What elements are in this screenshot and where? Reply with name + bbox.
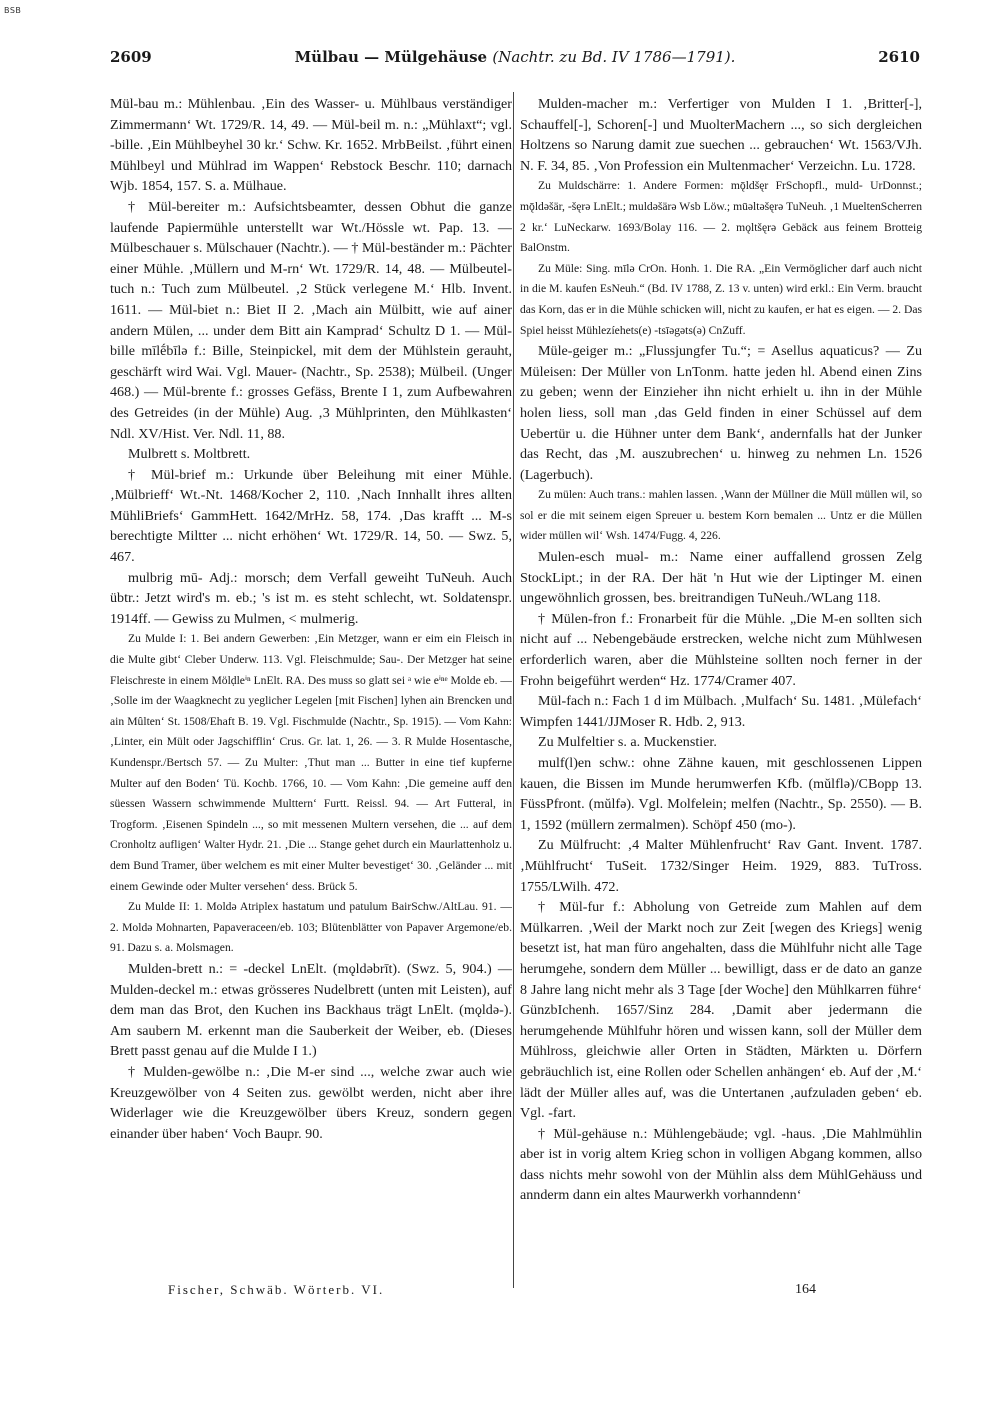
dictionary-entry: Mül-bau m.: Mühlenbau. ‚Ein des Wasser- u. Mühlbaus verständiger Zimmermann‘ Wt. 1729/R. 14, 49. — Mül-beil m. n.: „Mühlaxt“; vgl. -bille. ‚Ein Mühlbeyhel 30 kr.‘ Schw. Kr. 1652. MrbBeilst. ‚führt einen Mühlbeyl und Mühlrad im Wappen‘ Rebstock Beschr. 110; darnach Wjb. 1854, 157. S. a. Mülhaue. bbox=[110, 96, 512, 195]
dictionary-entry: Zu Müle: Sing. mīlə CrOn. Honh. 1. Die RA. „Ein Vermöglicher darf auch nicht in die M. kaufen EsNeuh.“ (Bd. IV 1788, Z. 13 v. unten) wird erkl.: Ein Verm. braucht das Korn, das er in die Mühle schicken will, nicht zu kaufen, er hat es eigen. — 2. Das Spiel heisst Mühlezíehets(e) -tsīəgəts(ə) CnZuff. bbox=[520, 261, 922, 337]
running-title-main: Mülbau — Mülgehäuse bbox=[294, 48, 488, 66]
left-column bbox=[110, 94, 512, 1144]
dictionary-entry: † Mül-bereiter m.: Aufsichtsbeamter, dessen Obhut die ganze laufende Papiermühle unterstellt war Wt./Hössle wt. Pap. 13. — Mülbeschauer s. Mülschauer (Nachtr.). — † Mül-beständer m.: Pächter einer Mühle. ‚Müllern und M-rn‘ Wt. 1729/R. 14, 48. — Mülbeutel-tuch n.: Tuch zum Mülbeutel. ‚2 Stück verlegene M.‘ Hlb. Invent. 1611. — Mül-biet n.: Biet II 2. ‚Mach ain Mülbitt, wie auf ainer andern Mülen, ... under dem Bitt ain Kamprad‘ Schultz D 1. — Mül-bille mīlḗbīlə f.: Bille, Steinpickel, mit dem der Mühlstein gerauht, geschärft wird Wai. Vgl. Mauer- (Nachtr., Sp. 2538); Mülbeil. (Unger 468.) — Mül-brente f.: grosses Gefäss, Brente I 1, zum Aufbewahren des Getreides (in der Mühle) Aug. ‚3 Mühlprinten, den Mühlkasten‘ Ndl. XV/Hist. Ver. Ndl. 11, 88. bbox=[110, 198, 512, 442]
dictionary-entry: Müle-geiger m.: „Flussjungfer Tu.“; = Asellus aquaticus? — Zu Müleisen: Der Müller von LnTonm. hatte jeden hl. Abend einen Zins zu geben; wenn der Einzieher ihn nicht erhielt u. ihn in der Mühle holen liess, soll man ‚das Geld finden in einer Schüssel auf dem Uebertür u. die Hühner unter dem Bank‘, andernfalls hat der Junker das Recht, das ‚M. auszubrechen‘ u. hinweg zu nehmen Ln. 1526 (Lagerbuch). bbox=[520, 343, 922, 483]
dictionary-entry: Zu Mulde I: 1. Bei andern Gewerben: ‚Ein Metzger, wann er eim ein Fleisch in die Multe gibt‘ Cleber Underw. 113. Vgl. Fleischmulde; Sau-. Der Metzger hat seine Fleischreste in einem Mölḍleⁱⁿ LnElt. RA. Des muss so glatt sei ᵃ wie eⁱⁿᵉ Molde eb. — ‚Solle im der Waagknecht zu yeglicher Legelen [mit Fischen] lyhen ain Brencken und ain Mûlten‘ St. 1508/Ehaft B. 19. Vgl. Fischmulde (Nachtr., Sp. 1915). — Vom Kahn: ‚Linter, ein Mült oder Jagschifflin‘ Crus. Gr. lat. 1, 26. — 3. R Mulde Hosentasche, Kundenspr./Bertsch 57. — Zu Multer: ‚Thut man ... Butter in eine tief kupferne Multer auf den Boden‘ Tü. Kochb. 1766, 10. — Vom Kahn: ‚Die gemeine auff den süessen Wassern schwimmende Multtern‘ Furtt. Reissl. 94. — Art Futteral, in Trogform. ‚Eisenen Spindeln ..., so mit messenen Multern versehen, die ... auf dem Cronholtz aufligen‘ Walter Hydr. 21. ‚Die ... Stange gehet durch ein Maurlattenholz u. dem Bund Tramer, über welchem es mit einer Multer bevestiget‘ 30. ‚Geländer ... mit einem Gewinde oder Multer versehen‘ dess. Brück 5. bbox=[110, 632, 512, 893]
right-page-number: 2610 bbox=[878, 48, 920, 66]
dictionary-entry: † Mulden-gewölbe n.: ‚Die M-er sind ..., welche zwar auch wie Kreuzgewölber von 4 Seiten zus. gewölbt werden, nicht aber ihre Widerlager wie die Kreuzgewölber übers Kreuz, sondern gegen einander über haben‘ Voch Baupr. 90. bbox=[110, 1063, 512, 1142]
running-title-sub: (Nachtr. zu Bd. IV 1786—1791). bbox=[492, 48, 736, 66]
dictionary-entry: † Mülen-fron f.: Fronarbeit für die Mühle. „Die M-en sollten sich nicht auf ... Nebengebäude erstrecken, welche nicht zum Mühlwesen erforderlich waren, aber die Mühlsteine sollten noch ferner in der Frohn beigeführt werden“ Hz. 1774/Cramer 407. bbox=[520, 610, 922, 689]
dictionary-entry: Zu Mulfeltier s. a. Muckenstier. bbox=[538, 734, 717, 751]
dictionary-entry: † Mül-gehäuse n.: Mühlengebäude; vgl. -haus. ‚Die Mahlmühlin aber ist in vorig altem Krieg schon in volligen Abgang kommen, allso dass nichts mehr sowohl von der Mühlin alss dem MühlGehäuss und annderm dann ein altes Maurwerkh vorhanndenn‘ bbox=[520, 1125, 922, 1204]
dictionary-entry: Zu mülen: Auch trans.: mahlen lassen. ‚Wann der Müllner die Müll müllen wil, so sol er die mit seinem eigen Spreuer u. bestem Korn bemalen ... Untz er die Müllen wider müllen wil‘ Wsh. 1474/Fugg. 4, 226. bbox=[520, 488, 922, 543]
dictionary-entry: Mulden-macher m.: Verfertiger von Mulden I 1. ‚Britter[-], Schauffel[-], Schoren[-] und MuolterMachern ..., so sich dergleichen Holtzens so Narung damit zue suechen ... gebrauchen‘ Wt. 1563/VJh. N. F. 34, 85. ‚Von Profession ein Multenmacher‘ Verzeichn. Lu. 1728. bbox=[520, 96, 922, 174]
dictionary-entry: Zu Muldschärre: 1. Andere Formen: mǭldšęr FrSchopfl., muld- UrDonnst.; mǭldəšär, -šęrə LnElt.; muldəšärə Wsb Löw.; mūəltəšęrə TuNeuh. ‚1 MueltenScherren 2 kr.‘ LuNeckarw. 1693/Bolay 116. — 2. mǫltšęrə Gebäck aus feinem Brotteig BalOnstm. bbox=[520, 179, 922, 255]
right-column bbox=[520, 94, 922, 1206]
dictionary-entry: Zu Mulde II: 1. Moldə Atriplex hastatum und patulum BairSchw./AltLau. 91. — 2. Moldə Mohnarten, Papaveraceen/eb. 103; Blütenblätter von Papaver Argemone/eb. 91. Dazu s. a. Molsmagen. bbox=[110, 900, 512, 955]
dictionary-entry: † Mül-fur f.: Abholung von Getreide zum Mahlen auf dem Mülkarren. ‚Weil der Markt noch zur Zeit [wegen des Kriegs] wenig besetzt ist, hat man füro angehalten, dass die Mühlfuhr nicht alle Tage herumgehe, sondern dem Müller ... bewilligt, dass er de dato an ganze 8 Jahre lang nicht mehr als 3 Tage [der Woche] den Mühlkarren führe‘ GünzbIchenh. 1657/Sinz 284. ‚Damit aber jedermann die herumgehende Mühlfuhr hören und wissen kann, soll der Müller dem Mühlross, gleichwie aller Orten in Städten, Märkten u. Dörfern gebräuchlich ist, eine Rollen oder Schellen anhängen‘ eb. Auf der ‚M.‘ lädt der Müller alles auf, was die Untertanen ‚aufzuladen geben‘ eb. Vgl. -fart. bbox=[520, 899, 922, 1122]
library-stamp: BSB bbox=[4, 6, 22, 15]
dictionary-entry: Mulbrett s. Moltbrett. bbox=[128, 446, 251, 463]
footer-sheet-number: 164 bbox=[795, 1282, 816, 1297]
column-divider bbox=[513, 92, 514, 1288]
left-page-number: 2609 bbox=[110, 48, 152, 66]
dictionary-entry: mulbrig mū- Adj.: morsch; dem Verfall geweiht TuNeuh. Auch übtr.: Jetzt wird's m. eb.; 's ist m. es steht schlecht, wt. Soldatenspr. 1914ff. — Gewiss zu Mulmen, < mulmerig. bbox=[110, 569, 512, 627]
dictionary-entry: Mulden-brett n.: = -deckel LnElt. (mǫldəbrīt). (Swz. 5, 904.) — Mulden-deckel m.: etwas grösseres Nudelbrett (unten mit Leisten), auf dem man das Brot, den Kuchen ins Backhaus trägt LnElt. (mǫldə-). Am saubern M. erkennt man die Sauberkeit der Weiber, eb. (Dieses Brett passt genau auf die Mulde I 1.) bbox=[110, 960, 512, 1060]
running-title bbox=[110, 48, 920, 66]
dictionary-entry: Zu Mülfrucht: ‚4 Malter Mühlenfrucht‘ Rav Gant. Invent. 1787. ‚Mühlfrucht‘ TuSeit. 1732/Singer Heim. 1929, 883. TuTross. 1755/LWilh. 472. bbox=[520, 837, 922, 895]
dictionary-entry: mulf(l)en schw.: ohne Zähne kauen, mit geschlossenen Lippen kauen, die Bissen im Munde herumwerfen Kfb. (mŭlflə)/CBopp 13. FüssPfront. (mŭlfə). Vgl. Molfelein; melfen (Nachtr., Sp. 2550). — B. 1, 1592 (müllern zermalmen). Schöpf 450 (mo-). bbox=[520, 755, 922, 833]
dictionary-entry: † Mül-brief m.: Urkunde über Beleihung mit einer Mühle. ‚Mülbrieff‘ Wt.-Nt. 1468/Kocher 2, 110. ‚Nach Innhallt ihres allten MühliBriefs‘ GammHett. 1642/MrHz. 58, 174. ‚Das krafft ... M-s berechtigte Miltter ... nicht erhöhen‘ Wt. 1729/R. 14, 50. — Swz. 5, 467. bbox=[110, 466, 512, 566]
footer-citation: Fischer, Schwäb. Wörterb. VI. bbox=[168, 1282, 385, 1297]
dictionary-entry: Mül-fach n.: Fach 1 d im Mülbach. ‚Mulfach‘ Su. 1481. ‚Mülefach‘ Wimpfen 1441/JJMoser R. Hdb. 2, 913. bbox=[520, 693, 922, 730]
page-header bbox=[110, 48, 920, 74]
dictionary-entry: Mulen-esch muəl- m.: Name einer auffallend grossen Zelg StockLipt.; in der RA. Der hät 'n Hut wie der Liptinger M. einen ungewöhnlich grossen, bes. breitrandigen TuNeuh./WLang 118. bbox=[520, 549, 922, 607]
